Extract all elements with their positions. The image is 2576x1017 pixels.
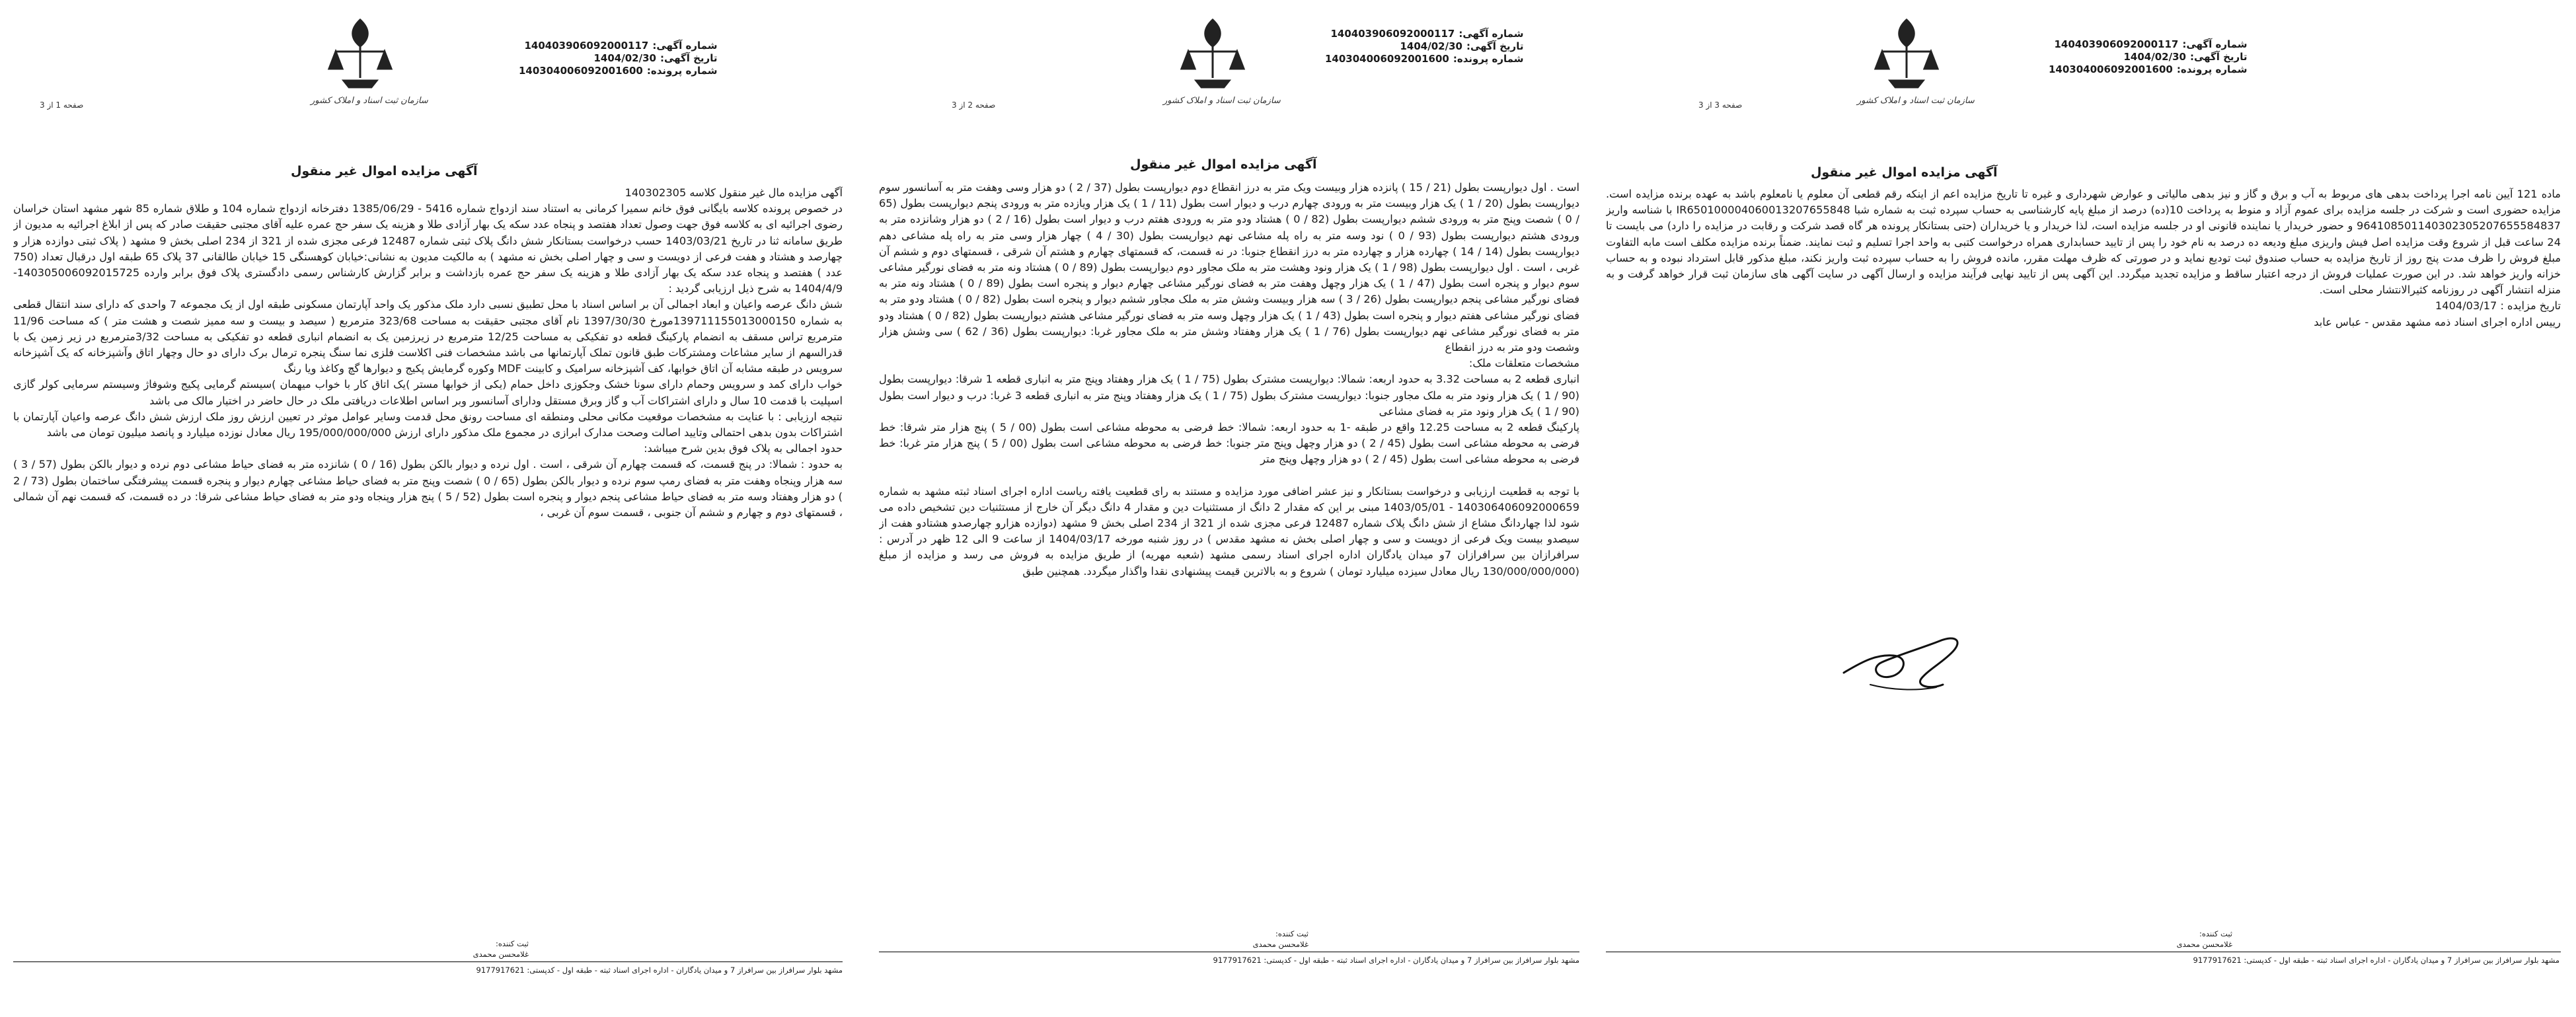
- body-paragraph: شش دانگ عرصه واعیان و ابعاد اجمالی آن بر اساس اسناد با محل تطبیق نسبی دارد ملک مذکور یک واحد آپارتمان مسکونی طبقه اول از یک مجموعه 7 واحدی که دارای سند انتقال قطعی به شماره 139711155013000150مورخ 1397/30/30 نام آقای مجتبی حقیقت به مساحت 323/68 مترمربع ( سیصد و بیست و سه ممیز شصت و هشت متر ) که مساحت 11/96 مترمربع تراس مسقف به انضمام پارکینگ قطعه دو تفکیکی به مساحت 12/25 مترمربع در زیرزمین یک به انضمام انباری قطعه دو تفکیکی به مساحت 3/32مترمربع در زیر زمین یک با قدرالسهم از سایر مشاعات ومشترکات طبق قانون تملک آپارتمانها می باشد مشخصات فنی اکلاست فلزی نما سنگ پنجره ترمال برک دارای دو حال وچهار اتاق وآشپزخانه که یک آشپزخانه سرویس در طبقه مشابه آن اتاق خوابها، کف آشپزخانه سرامیک و کابینت MDF وکوره گرمایش پکیج و دیوارها گچ وکاغذ ویا رنگ: [13, 298, 843, 375]
- case-number-label: شماره پرونده:: [2176, 63, 2248, 75]
- notice-number-label: شماره آگهی:: [1458, 28, 1524, 40]
- signer-name: غلامحسن محمدی: [2176, 940, 2232, 949]
- body-paragraph: رییس اداره اجرای اسناد ذمه مشهد مقدس - عباس عابد: [2314, 315, 2561, 328]
- body-paragraph: به حدود : شمالا: در پنج قسمت، که قسمت چهارم آن شرقی ، است . اول نرده و دیوار بالکن بطول (16 / 0 ) شانزده متر به فضای حیاط مشاعی دوم نرده و دیوار بالکن بطول (57 / 3 ) سه هزار وپنجاه وهفت متر به فضای رمپ سوم نرده و دیوار بالکن بطول (65 / 0 ) شصت وپنج متر به فضای حیاط مشاعی چهارم دیوار و پنجره قسمت پیشرفتگی ساختمان بطول (73 / 2 ) دو هزار وهفتاد وسه متر به فضای حیاط مشاعی پنجم دیوار و پنجره است بطول (52 / 5 ) پنج هزار وپنجاه ودو متر به فضای حیاط مشاعی شرقا: در ده قسمت، که قسمت نهم آن شمالی ، قسمتهای دوم و چهارم و ششم آن جنوبی ، قسمت سوم آن غربی ،: [13, 458, 843, 519]
- body-paragraph: در خصوص پرونده کلاسه بایگانی فوق خانم سمیرا کرمانی به استناد سند ازدواج شماره 5416 - 1385/06/29 دفترخانه ازدواج شماره 104 و طلاق شماره 85 شهر مشهد استان خراسان رضوی اجرائیه ای به کلاسه فوق جهت وصول تعداد هفتصد و پنجاه عدد سکه یک بهار آزادی طلا و هزینه یک سفر حج عمره علیه آقای مجتبی حقیقت صادر که پس از ابلاغ اجرائیه به مدیون از طریق سامانه ثنا در تاریخ 1403/03/21 حسب درخواست بستانکار شش دانگ پلاک ثبتی شماره 12487 فرعی مجزی شده از 321 از 234 اصلی بخش 9 مشهد ( پلاک ثبتی دوازده هزار و چهارصد و هشتاد و هفت فرعی از دویست و سی و چهار اصلی بخش نه مشهد ) به مالکیت مدیون به نشانی:خیابان کوهسنگی 15 خیابان طالقانی 37 پلاک 65 طبقه اول درقبال تعداد (750 عدد ) هفتصد و پنجاه عدد سکه یک بهار آزادی طلا و هزینه یک سفر حج عمره بازداشت و برابر گزارش کارشناس رسمی دادگستری پلاک فوق برابر وارده 140305006092015725-1404/4/9 به شرح ذیل ارزیابی گردید :: [13, 202, 843, 295]
- notice-date-label: تاریخ آگهی:: [1466, 40, 1524, 52]
- judiciary-emblem-icon: [1870, 15, 1943, 94]
- body-paragraph: ماده 121 آیین نامه اجرا پرداخت بدهی های مربوط به آب و برق و گاز و نیز بدهی مالیاتی و عوارض شهرداری و غیره تا تاریخ مزایده اعم از اینکه رقم قطعی آن معلوم یا نامعلوم باشد به عهده برنده مزایده است. مزایده حضوری است و شرکت در جلسه مزایده برای عموم آزاد و منوط به پرداخت 10(ده) درصد از مبلغ پایه کارشناسی به حساب سپرده ثبت به شماره شبا IR650100004060013207655848 با شناسه واریز 964108501140302305207655584837 و حضور خریدار یا نماینده قانونی او در جلسه مزایده است، لذا خریدار و یا خریداران (حتی بستانکار پرونده هر گاه قصد شرکت و رقابت در مزایده را دارد) می بایست تا 24 ساعت قبل از شروع وقت مزایده اصل فیش واریزی مبلغ ودیعه ده درصد به نام خود را پس از تایید حسابداری همراه درخواست کتبی به واحد اجرا تسلیم و ثبت نمایند. ضمناً برنده مزایده مکلف است مابه التفاوت مبلغ فروش را ظرف مدت پنج روز از تاریخ مزایده به حساب صندوق ثبت تودیع نماید و در صورتی که ظرف مهلت مقرر، مانده فروش را به حساب سپرده ثبت واریز نکند، مبلغ مذکور قابل استرداد نبوده و به حساب خزانه واریز خواهد شد. در این صورت عملیات فروش از درجه اعتبار ساقط و مزایده تجدید میگردد. این آگهی پس از تایید نهایی فرآیند مزایده و ارسال آگهی در سایت آگهی های سازمان ثبت قرار خواهد گرفت و به منزله انتشار آگهی در روزنامه کثیرالانتشار محلی است.: [1606, 188, 2561, 297]
- case-number: 140304006092001600: [519, 65, 643, 77]
- footer-address: مشهد بلوار سرافراز بین سرافراز 7 و میدان یادگاران - اداره اجرای اسناد ثبته - طبقه اول - کدپستی: 9177917621: [476, 965, 843, 975]
- notice-body: [879, 180, 1579, 920]
- signer: [2177, 928, 2232, 950]
- notice-date: 1404/02/30: [593, 52, 656, 64]
- notice-number: 140403906092000117: [524, 40, 649, 52]
- notice-header: [2049, 38, 2247, 76]
- notice-number-label: شماره آگهی:: [652, 40, 718, 52]
- body-paragraph: آگهی مزایده مال غیر منقول کلاسه 140302305: [625, 186, 843, 199]
- notice-number: 140403906092000117: [1330, 28, 1455, 40]
- handwritten-signature: [1831, 621, 1983, 700]
- signer-label: ثبت کننده:: [1275, 929, 1308, 938]
- org-caption: سازمان ثبت اسناد و املاک کشور: [1857, 96, 1975, 106]
- body-paragraph: مشخصات متعلقات ملک:: [1468, 357, 1579, 370]
- notice-title: آگهی مزایده اموال غیر منقول: [1130, 157, 1317, 172]
- judiciary-emblem-icon: [324, 15, 397, 94]
- notice-body: [1606, 186, 2561, 471]
- org-caption: سازمان ثبت اسناد و املاک کشور: [1163, 96, 1281, 106]
- notice-date-label: تاریخ آگهی:: [2189, 51, 2248, 63]
- notice-page-3: [1593, 0, 2576, 1017]
- body-paragraph: تاریخ مزایده : 1404/03/17: [2435, 299, 2561, 313]
- body-paragraph: نتیجه ارزیابی : با عنایت به مشخصات موقعیت مکانی محلی ومنطقه ای مساحت رونق محل قدمت وسایر عوامل موثر در تعیین ارزش روز ملک ارزش شش دانگ عرصه واعیان آپارتمان با اشتراکات بدون بدهی احتمالی وتایید اصالت وصحت مدارک ابرازی در مجموع ملک مذکور دارای ارزش 195/000/000/000 ریال معادل نوزده میلیارد و پانصد میلیون تومان می باشد: [13, 410, 843, 439]
- body-paragraph: با توجه به قطعیت ارزیابی و درخواست بستانکار و نیز عشر اضافی مورد مزایده و مستند به رای قطعیت یافته ریاست اداره اجرای اسناد ثبته مشهد به شماره 140306406092000659 - 1403/05/01 مبنی بر این که مقدار 2 دانگ از مستثنیات دین و مقدار 4 دانگ دیگر آن خارج از مستثنیات دین تشخیص داده می شود لذا چهاردانگ مشاع از شش دانگ پلاک شماره 12487 فرعی مجزی شده از 321 از 234 اصلی بخش 9 مشهد (دوازده هزارو چهارصدو هشتادو هفت از سیصدو بیست ویک فرعی از دویست و سی و چهار اصلی بخش نه مشهد مقدس ) در روز شنبه مورخه 1404/03/17 از ساعت 9 الی 12 ظهر در آدرس : سرافرازان بین سرافرازان 7و میدان یادگاران اداره اجرای اسناد رسمی مشهد (شعبه مهریه) از طریق مزایده به فروش می رسد و مزایده از مبلغ (130/000/000/000 ریال معادل سیزده میلیارد تومان ) شروع و به بالاترین قیمت پیشنهادی نقدا واگذار میگردد. همچنین طبق: [879, 484, 1579, 578]
- notice-date: 1404/02/30: [2123, 51, 2186, 63]
- body-paragraph: است . اول دیوارپست بطول (21 / 15 ) پانزده هزار وبیست ویک متر به درز انقطاع دوم دیوارپست بطول (37 / 2 ) دو هزار وسی وهفت متر به آسانسور سوم دیوارپست بطول (20 / 1 ) یک هزار وبیست متر به ورودی چهارم درب و دیوار است بطول (11 / 1 ) یک هزار ویازده متر به ورودی پنجم دیوارپست بطول (65 / 0 ) شصت وپنج متر به ورودی ششم دیوارپست بطول (82 / 0 ) هشتاد ودو متر به ورودی هفتم درب و دیوار است بطول (16 / 2 ) دو هزار وشانزده متر به ورودی هشتم دیوارپست بطول (93 / 0 ) نود وسه متر به راه پله مشاعی نهم دیوارپست بطول (30 / 4 ) چهار هزار وسی متر به راه پله مشاعی دهم دیوارپست بطول (14 / 14 ) چهارده هزار و چهارده متر به درز انقطاع جنوبا: در نه قسمت، که قسمتهای چهارم و هشتم آن شرقی ، قسمتهای دوم و ششم آن غربی ، است . اول دیوارپست بطول (98 / 1 ) یک هزار ونود وهشت متر به ملک مجاور دوم دیوارپست بطول (89 / 0 ) هشتاد ونه متر به فضای نورگیر مشاعی سوم دیوار و پنجره است بطول (47 / 1 ) یک هزار وچهل وهفت متر به فضای نورگیر مشاعی چهارم دیوار و پنجره است بطول (89 / 0 ) هشتاد ونه متر به فضای نورگیر مشاعی پنجم دیوارپست بطول (26 / 3 ) سه هزار وبیست وشش متر به ملک مجاور ششم دیوار و پنجره است بطول (82 / 0 ) هشتاد ودو متر به فضای نورگیر مشاعی هفتم دیوار و پنجره است بطول (43 / 1 ) یک هزار وچهل وسه متر به فضای نورگیر مشاعی هشتم دیوارپست بطول (82 / 0 ) هشتاد ودو متر به فضای نورگیر مشاعی نهم دیوارپست بطول (76 / 1 ) یک هزار وهفتاد وشش متر به ملک مجاور غربا: دیوارپست بطول (36 / 62 ) سی وشش هزار وشصت ودو متر به درز انقطاع: [879, 181, 1579, 354]
- signer: [1253, 928, 1308, 950]
- page-number: صفحه 2 از 3: [952, 100, 996, 110]
- body-paragraph: خواب دارای کمد و سرویس وحمام دارای سونا خشک وجکوزی داخل حمام (یکی از خوابها مستر )یک اتاق کار با خواب میهمان )سیستم گرمایی پکیج وشوفاژ وسیستم سرمایی کولر گازی اسپلیت با قدمت 10 سال و دارای اشتراکات آب و گاز وبرق مستقل ودارای آسانسور وبر اساس اطلاعات دریافتی ملک در حال حاضر در اختیار مالک می باشد: [13, 378, 843, 407]
- notice-number: 140403906092000117: [2054, 38, 2179, 50]
- footer-divider: [13, 961, 843, 962]
- org-caption: سازمان ثبت اسناد و املاک کشور: [311, 96, 428, 106]
- notice-date-label: تاریخ آگهی:: [660, 52, 718, 64]
- signer: [473, 938, 529, 960]
- page-number: صفحه 1 از 3: [40, 100, 84, 110]
- signer-label: ثبت کننده:: [2199, 929, 2232, 938]
- footer-address: مشهد بلوار سرافراز بین سرافراز 7 و میدان یادگاران - اداره اجرای اسناد ثبته - طبقه اول - کدپستی: 9177917621: [1213, 956, 1579, 965]
- notice-header: [1325, 28, 1523, 65]
- case-number-label: شماره پرونده:: [646, 65, 718, 77]
- notice-body: [13, 185, 843, 935]
- footer-address: مشهد بلوار سرافراز بین سرافراز 7 و میدان یادگاران - اداره اجرای اسناد ثبته - طبقه اول - کدپستی: 9177917621: [2193, 956, 2559, 965]
- signer-name: غلامحسن محمدی: [473, 950, 529, 959]
- body-paragraph: انباری قطعه 2 به مساحت 3.32 به حدود اربعه: شمالا: دیوارپست مشترک بطول (75 / 1 ) یک هزار وهفتاد وپنج متر به انباری قطعه 1 شرقا: دیوارپست بطول (90 / 1 ) یک هزار ونود متر به ملک مجاور جنوبا: دیوارپست مشترک بطول (75 / 1 ) یک هزار وهفتاد وپنج متر به انباری قطعه 3 غربا: درب و دیوار است بطول (90 / 1 ) یک هزار ونود متر به فضای مشاعی: [879, 373, 1579, 418]
- body-paragraph: پارکینگ قطعه 2 به مساحت 12.25 واقع در طبقه -1 به حدود اربعه: شمالا: خط فرضی به محوطه مشاعی است بطول (00 / 5 ) پنج هزار متر شرقا: خط فرضی به محوطه مشاعی است بطول (45 / 2 ) دو هزار وچهل وپنج متر جنوبا: خط فرضی به محوطه مشاعی است بطول (00 / 5 ) پنج هزار متر غربا: خط فرضی به محوطه مشاعی است بطول (45 / 2 ) دو هزار وچهل وپنج متر: [879, 421, 1579, 466]
- notice-title: آگهی مزایده اموال غیر منقول: [291, 164, 478, 178]
- notice-page-1: [0, 0, 859, 1017]
- body-paragraph: [879, 468, 1579, 484]
- notice-title: آگهی مزایده اموال غیر منقول: [1811, 165, 1998, 180]
- case-number: 140304006092001600: [1325, 53, 1449, 65]
- signer-label: ثبت کننده:: [496, 939, 529, 948]
- notice-number-label: شماره آگهی:: [2182, 38, 2248, 50]
- judiciary-emblem-icon: [1176, 15, 1249, 94]
- notice-date: 1404/02/30: [1400, 40, 1462, 52]
- page-number: صفحه 3 از 3: [1698, 100, 1743, 110]
- notice-header: [519, 40, 717, 77]
- case-number-label: شماره پرونده:: [1453, 53, 1524, 65]
- body-paragraph: حدود اجمالی به پلاک فوق بدین شرح میباشد:: [644, 442, 843, 455]
- notice-page-2: [859, 0, 1593, 1017]
- case-number: 140304006092001600: [2049, 63, 2173, 75]
- signer-name: غلامحسن محمدی: [1252, 940, 1308, 949]
